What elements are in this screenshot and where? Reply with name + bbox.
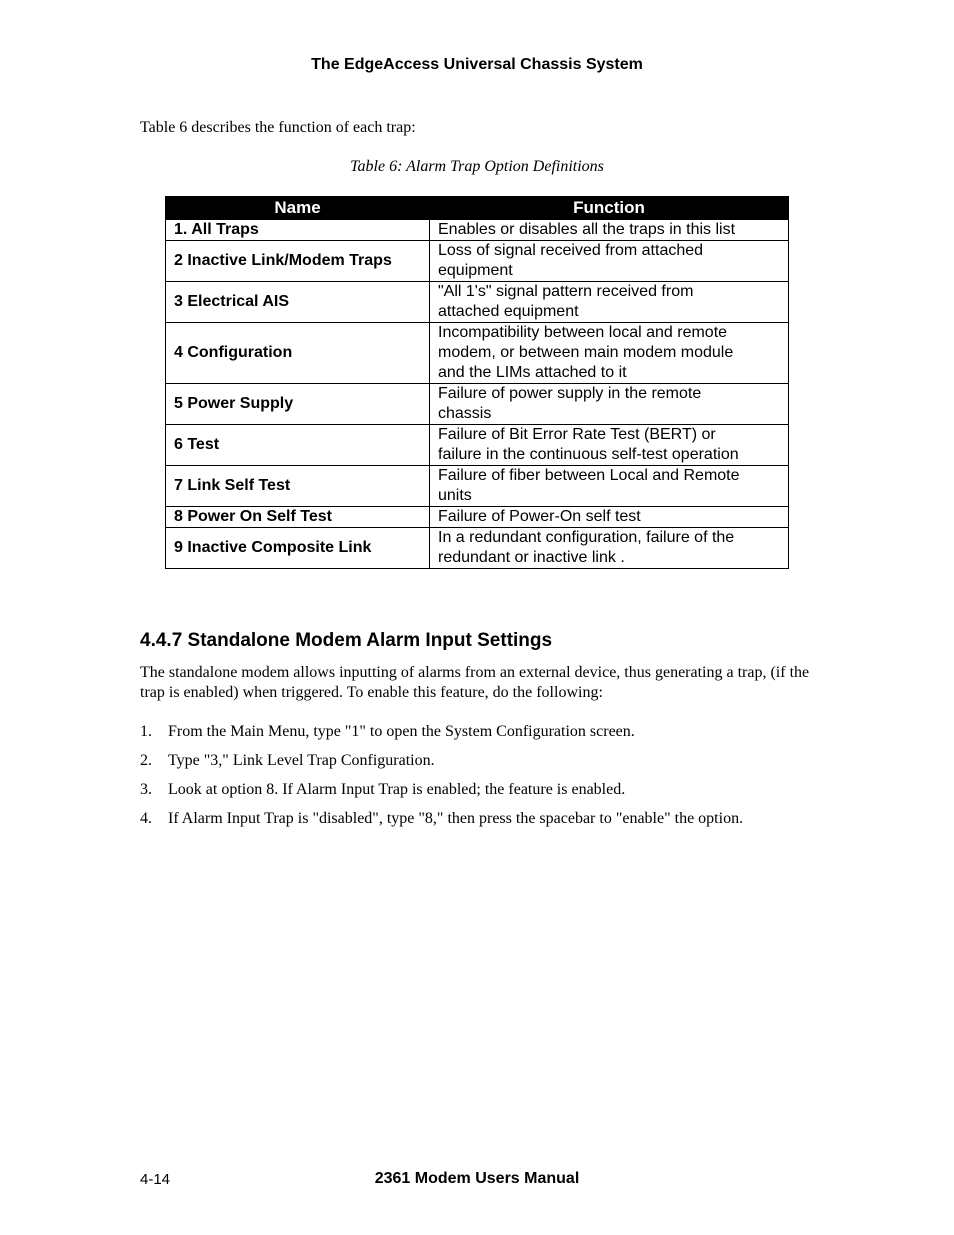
- trap-function: [430, 507, 789, 528]
- trap-name: 4 Configuration: [166, 323, 430, 384]
- table-row: [166, 282, 789, 323]
- list-item: [140, 751, 840, 780]
- trap-function-line: Incompatibility between local and remote: [438, 324, 728, 341]
- trap-function-line: attached equipment: [438, 303, 579, 320]
- trap-function-line: In a redundant configuration, failure of the: [438, 529, 735, 546]
- trap-function: [430, 220, 789, 241]
- table-row: [166, 507, 789, 528]
- trap-function-line: Enables or disables all the traps in this list: [438, 221, 736, 238]
- trap-function: [430, 323, 789, 384]
- trap-function: [430, 528, 789, 569]
- table-row: [166, 220, 789, 241]
- page-header-title: The EdgeAccess Universal Chassis System: [311, 56, 643, 73]
- trap-function-line: Failure of Bit Error Rate Test (BERT) or: [438, 426, 716, 443]
- trap-name: 6 Test: [166, 425, 430, 466]
- trap-function: [430, 425, 789, 466]
- step-number: 3.: [140, 781, 152, 798]
- trap-name: 3 Electrical AIS: [166, 282, 430, 323]
- trap-function: [430, 241, 789, 282]
- table-row: [166, 528, 789, 569]
- footer-manual-title: 2361 Modem Users Manual: [374, 1170, 580, 1187]
- trap-function-line: chassis: [438, 405, 492, 422]
- list-item: [140, 780, 840, 809]
- steps-list: [140, 722, 840, 838]
- footer-page-number: 4-14: [140, 1171, 171, 1188]
- table-caption: Table 6: Alarm Trap Option Definitions: [350, 158, 604, 175]
- table-header-row: [166, 197, 789, 220]
- trap-function-line: Failure of Power-On self test: [438, 508, 641, 525]
- trap-function-line: Loss of signal received from attached: [438, 242, 704, 259]
- trap-function-line: Failure of fiber between Local and Remote: [438, 467, 740, 484]
- trap-function: [430, 384, 789, 425]
- intro-text: Table 6 describes the function of each trap:: [140, 119, 416, 136]
- step-text: Type "3," Link Level Trap Configuration.: [168, 752, 435, 769]
- trap-function-line: failure in the continuous self-test operation: [438, 446, 739, 463]
- section-heading: 4.4.7 Standalone Modem Alarm Input Settings: [140, 630, 553, 651]
- alarm-trap-table: [165, 196, 789, 569]
- step-number: 2.: [140, 752, 152, 769]
- trap-function-line: "All 1's" signal pattern received from: [438, 283, 694, 300]
- column-header-function: Function: [430, 197, 789, 220]
- trap-function-line: modem, or between main modem module: [438, 344, 734, 361]
- trap-function-line: Failure of power supply in the remote: [438, 385, 702, 402]
- table-row: [166, 425, 789, 466]
- trap-name: 7 Link Self Test: [166, 466, 430, 507]
- trap-function: [430, 466, 789, 507]
- trap-function-line: redundant or inactive link .: [438, 549, 625, 566]
- step-number: 1.: [140, 723, 152, 740]
- list-item: [140, 809, 840, 838]
- step-text: From the Main Menu, type "1" to open the System Configuration screen.: [168, 723, 635, 740]
- trap-function: [430, 282, 789, 323]
- trap-function-line: and the LIMs attached to it: [438, 364, 627, 381]
- trap-name: 1. All Traps: [166, 220, 430, 241]
- section-paragraph: The standalone modem allows inputting of alarms from an external device, thus generating a trap, (if the trap is enabled) when triggered. To enable this feature, do the following:: [140, 664, 810, 701]
- trap-function-line: units: [438, 487, 472, 504]
- trap-name: 8 Power On Self Test: [166, 507, 430, 528]
- step-text: If Alarm Input Trap is "disabled", type "8," then press the spacebar to "enable" the option.: [168, 810, 744, 827]
- table-row: [166, 384, 789, 425]
- table-row: [166, 241, 789, 282]
- trap-name: 5 Power Supply: [166, 384, 430, 425]
- trap-name: 9 Inactive Composite Link: [166, 528, 430, 569]
- column-header-name: Name: [166, 197, 430, 220]
- trap-function-line: equipment: [438, 262, 513, 279]
- step-text: Look at option 8. If Alarm Input Trap is enabled; the feature is enabled.: [168, 781, 626, 798]
- step-number: 4.: [140, 810, 152, 827]
- table-row: [166, 323, 789, 384]
- trap-name: 2 Inactive Link/Modem Traps: [166, 241, 430, 282]
- table-row: [166, 466, 789, 507]
- list-item: [140, 722, 840, 751]
